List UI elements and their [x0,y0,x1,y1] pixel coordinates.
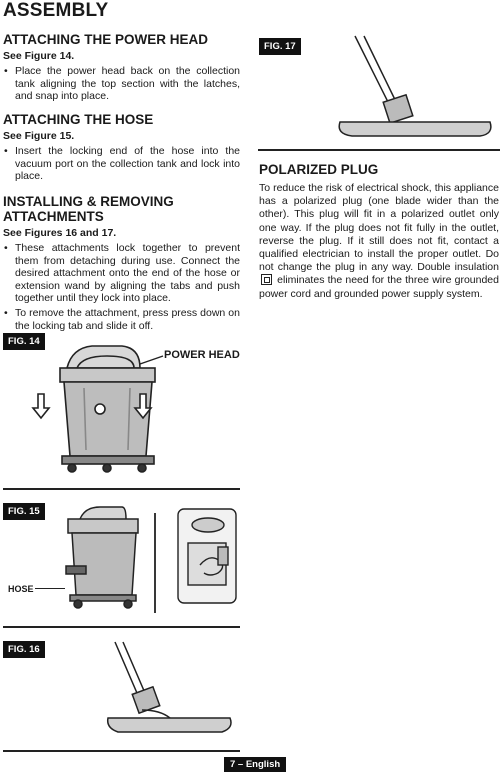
power-head-see: See Figure 14. [3,50,75,62]
hose-see: See Figure 15. [3,130,75,142]
floor-nozzle-attachment-icon [90,640,240,740]
plug-section [259,162,499,301]
hose-section [3,112,240,185]
fig15-callout: HOSE [8,584,34,594]
page-title: ASSEMBLY [3,0,109,21]
plug-text-after: eliminates the need for the three wire grounded power cord and grounded power supply system. [259,274,499,300]
fig16-label: FIG. 16 [3,641,45,658]
power-head-heading: ATTACHING THE POWER HEAD [3,32,208,47]
fig14-label: FIG. 14 [3,333,45,350]
fig15-label: FIG. 15 [3,503,45,520]
plug-text-before: To reduce the risk of electrical shock, this appliance has a polarized plug (one blade wider than the other). This plug will fit in a polarized outlet only one way. If the plug does not fit fully in the outlet, reverse the plug. If it still does not fit, contact a qualified electrician to install the proper outlet. Do not change the plug in any way. Double insulation [259,182,499,274]
floor-tool-attachment-icon [300,32,500,142]
plug-paragraph [259,182,499,301]
fig14-rule [3,488,240,490]
attachments-item-2: • To remove the attachment, press press down on the locking tab and slide it off. [3,307,240,332]
vacuum-port-detail-icon [178,509,236,603]
fig17-illustration [300,32,500,142]
attachments-section [3,194,240,334]
fig15-rule [3,626,240,628]
fig15-illustration [40,503,240,623]
attachments-item-1: • These attachments lock together to prevent them from detaching during use. Connect the desired attachment onto the end of the hose or extension wand by aligning the tabs and push together until they lock into place. [3,242,240,305]
plug-heading: POLARIZED PLUG [259,162,379,177]
double-insulation-icon [261,274,272,285]
power-head-item: • Place the power head back on the collection tank aligning the top section with the latches, and snap into place. [3,65,240,103]
fig15-leader [35,588,65,589]
fig16-rule [3,750,240,752]
fig16-illustration [90,640,240,740]
page-number: 7 – English [224,757,286,772]
attachments-heading: INSTALLING & REMOVING ATTACHMENTS [3,194,174,224]
shop-vac-hose-icon [66,507,138,608]
power-head-section [3,32,240,105]
fig14-callout: POWER HEAD [164,349,240,361]
hose-item: • Insert the locking end of the hose into the vacuum port on the collection tank and lock into place. [3,145,240,183]
attachments-see: See Figures 16 and 17. [3,227,117,239]
hose-heading: ATTACHING THE HOSE [3,112,154,127]
fig17-label: FIG. 17 [259,38,301,55]
fig17-rule [258,149,500,151]
